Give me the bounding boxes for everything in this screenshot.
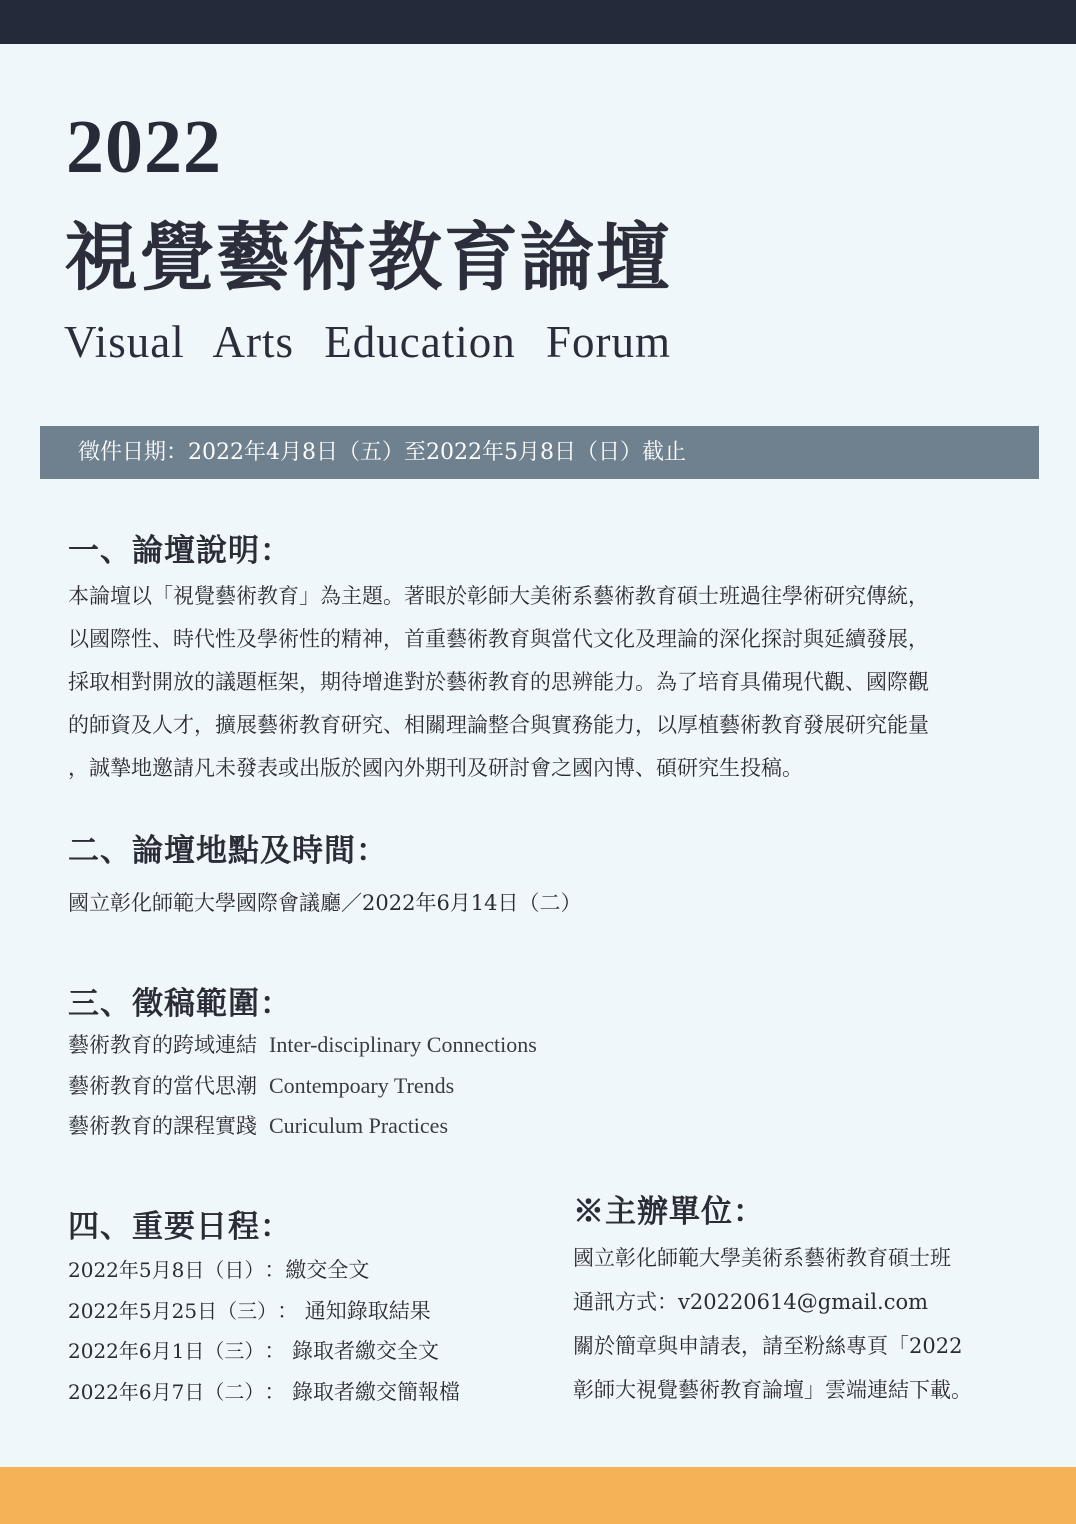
contact-email: 通訊方式：v20220614@gmail.com: [573, 1290, 929, 1314]
schedule-event: ：繳交全文: [264, 1258, 370, 1282]
paragraph-line: 的師資及人才，擴展藝術教育研究、相關理論整合與實務能力，以厚植藝術教育發展研究能量: [68, 713, 929, 737]
organizer-note: 彰師大視覺藝術教育論壇」雲端連結下載。: [573, 1378, 972, 1402]
list-item: [68, 1066, 537, 1107]
list-item: [68, 1291, 460, 1332]
schedule-list: [68, 1250, 460, 1412]
schedule-date: 2022年5月8日（日）: [68, 1258, 255, 1282]
event-title-english: Visual Arts Education Forum: [64, 317, 672, 367]
list-item: [68, 1106, 537, 1147]
event-title-chinese: 視覺藝術教育論壇: [64, 215, 672, 301]
paragraph-line: ，誠摯地邀請凡未發表或出版於國內外期刊及研討會之國內博、碩研究生投稿。: [68, 756, 803, 780]
event-year: 2022: [66, 105, 222, 189]
list-item: [68, 1250, 460, 1291]
scope-topic-english: Contempoary Trends: [269, 1072, 455, 1098]
forum-description-paragraph: [68, 575, 1028, 790]
call-scope-list: [68, 1025, 537, 1147]
schedule-event: ： 錄取者繳交全文: [264, 1339, 440, 1363]
list-item: [68, 1331, 460, 1372]
organizer-name: 國立彰化師範大學美術系藝術教育碩士班: [573, 1246, 951, 1270]
organizer-heading: ※主辦單位：: [573, 1194, 765, 1230]
deadline-text: 徵件日期：2022年4月8日（五）至2022年5月8日（日）截止: [78, 440, 686, 465]
venue-time-text: 國立彰化師範大學國際會議廳／2022年6月14日（二）: [68, 891, 582, 915]
paragraph-line: 採取相對開放的議題框架，期待增進對於藝術教育的思辨能力。為了培育具備現代觀、國際觀: [68, 670, 929, 694]
scope-topic-chinese: 藝術教育的跨域連結: [68, 1033, 257, 1057]
scope-topic-chinese: 藝術教育的課程實踐: [68, 1114, 257, 1138]
deadline-banner: [40, 426, 1039, 479]
scope-topic-english: Curiculum Practices: [269, 1113, 449, 1138]
schedule-date: 2022年6月7日（二）: [68, 1379, 255, 1404]
section-forum-description-heading: 一、論壇說明：: [68, 533, 292, 569]
section-venue-time-heading: 二、論壇地點及時間：: [68, 833, 388, 869]
paragraph-line: 本論壇以「視覺藝術教育」為主題。著眼於彰師大美術系藝術教育碩士班過往學術研究傳統，: [68, 584, 929, 608]
schedule-event: ： 錄取者繳交簡報檔: [264, 1379, 461, 1404]
section-schedule-heading: 四、重要日程：: [68, 1209, 292, 1245]
section-call-scope-heading: 三、徵稿範圍：: [68, 986, 292, 1022]
organizer-note: 關於簡章與申請表，請至粉絲專頁「2022: [573, 1334, 963, 1358]
bottom-decor-bar: [0, 1467, 1076, 1524]
organizer-info: [573, 1236, 1033, 1412]
list-item: [68, 1025, 537, 1066]
schedule-date: 2022年5月25日（三）: [68, 1298, 268, 1323]
list-item: [68, 1372, 460, 1413]
schedule-event: ： 通知錄取結果: [277, 1298, 431, 1323]
paragraph-line: 以國際性、時代性及學術性的精神，首重藝術教育與當代文化及理論的深化探討與延續發展，: [68, 627, 929, 651]
scope-topic-chinese: 藝術教育的當代思潮: [68, 1073, 257, 1098]
schedule-date: 2022年6月1日（三）: [68, 1339, 255, 1363]
top-decor-bar: [0, 0, 1076, 44]
scope-topic-english: Inter-disciplinary Connections: [269, 1032, 537, 1057]
